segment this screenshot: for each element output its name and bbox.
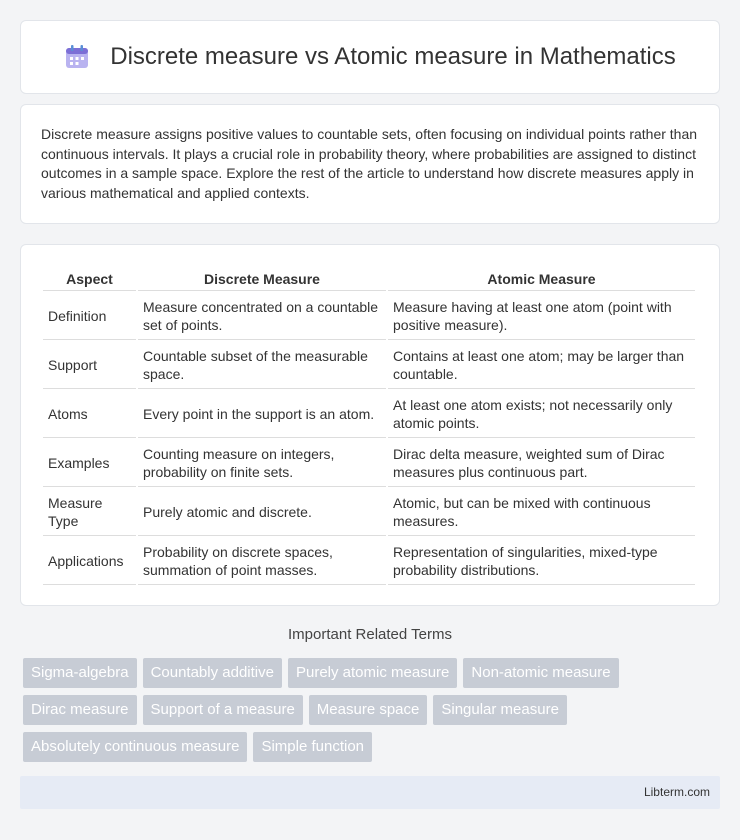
- cell-atomic: Representation of singularities, mixed-type probability distributions.: [388, 538, 695, 585]
- tag-dirac-measure[interactable]: Dirac measure: [23, 695, 137, 725]
- cell-aspect: Measure Type: [43, 489, 136, 536]
- cell-discrete: Measure concentrated on a countable set of points.: [138, 293, 386, 340]
- header-aspect: Aspect: [43, 267, 136, 291]
- related-terms-title: Important Related Terms: [288, 626, 452, 643]
- related-terms-tags: [23, 658, 723, 769]
- table-row: [43, 489, 695, 536]
- comparison-table: [41, 265, 697, 587]
- cell-aspect: Examples: [43, 440, 136, 487]
- tag-sigma-algebra[interactable]: Sigma-algebra: [23, 658, 137, 688]
- table-row: [43, 342, 695, 389]
- table-header-row: [43, 267, 695, 291]
- tag-non-atomic-measure[interactable]: Non-atomic measure: [463, 658, 618, 688]
- intro-card: [20, 104, 720, 224]
- cell-atomic: Dirac delta measure, weighted sum of Dirac measures plus continuous part.: [388, 440, 695, 487]
- cell-atomic: At least one atom exists; not necessarily only atomic points.: [388, 391, 695, 438]
- table-row: [43, 391, 695, 438]
- tag-simple-function[interactable]: Simple function: [253, 732, 372, 762]
- tag-singular-measure[interactable]: Singular measure: [433, 695, 567, 725]
- footer: [20, 776, 720, 809]
- tag-row: [23, 695, 723, 725]
- cell-aspect: Definition: [43, 293, 136, 340]
- cell-aspect: Support: [43, 342, 136, 389]
- title-card: [20, 20, 720, 94]
- table-row: [43, 440, 695, 487]
- tag-countably-additive[interactable]: Countably additive: [143, 658, 282, 688]
- footer-site-link[interactable]: Libterm.com: [643, 785, 710, 799]
- cell-aspect: Applications: [43, 538, 136, 585]
- table-row: [43, 293, 695, 340]
- comparison-table-card: [20, 244, 720, 606]
- cell-discrete: Purely atomic and discrete.: [138, 489, 386, 536]
- cell-discrete: Countable subset of the measurable space.: [138, 342, 386, 389]
- tag-purely-atomic-measure[interactable]: Purely atomic measure: [288, 658, 457, 688]
- calendar-icon: [64, 44, 90, 70]
- header-discrete: Discrete Measure: [138, 267, 386, 291]
- cell-atomic: Contains at least one atom; may be larger than countable.: [388, 342, 695, 389]
- cell-aspect: Atoms: [43, 391, 136, 438]
- cell-discrete: Every point in the support is an atom.: [138, 391, 386, 438]
- table-row: [43, 538, 695, 585]
- intro-paragraph: Discrete measure assigns positive values to countable sets, often focusing on individual points rather than continuous intervals. It plays a crucial role in probability theory, where probabilities are assigned to distinct outcomes in a sample space. Explore the rest of the article to understand how discrete measures apply in various mathematical and applied contexts.: [41, 126, 698, 201]
- header-atomic: Atomic Measure: [388, 267, 695, 291]
- page-title: Discrete measure vs Atomic measure in Mathematics: [110, 43, 676, 70]
- tag-row: [23, 732, 723, 762]
- tag-absolutely-continuous-measure[interactable]: Absolutely continuous measure: [23, 732, 247, 762]
- cell-atomic: Atomic, but can be mixed with continuous measures.: [388, 489, 695, 536]
- cell-discrete: Probability on discrete spaces, summation of point masses.: [138, 538, 386, 585]
- cell-discrete: Counting measure on integers, probability on finite sets.: [138, 440, 386, 487]
- tag-row: [23, 658, 723, 688]
- tag-measure-space[interactable]: Measure space: [309, 695, 428, 725]
- tag-support-of-a-measure[interactable]: Support of a measure: [143, 695, 303, 725]
- cell-atomic: Measure having at least one atom (point with positive measure).: [388, 293, 695, 340]
